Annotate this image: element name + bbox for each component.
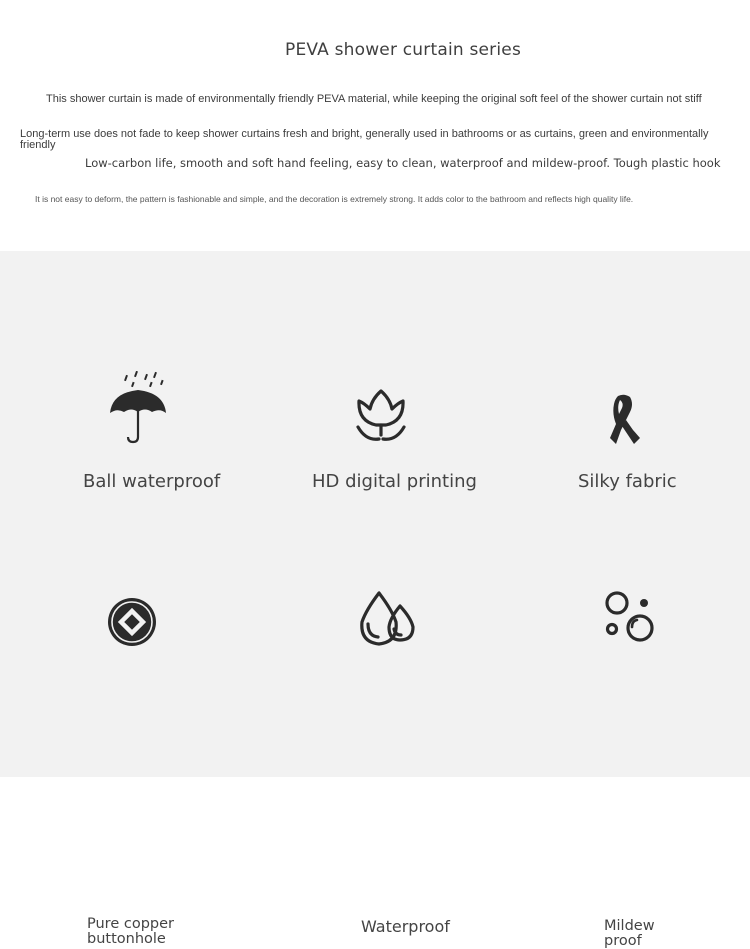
feature-label: Waterproof [361,917,450,936]
water-drops-icon [358,590,418,648]
description-line-4: It is not easy to deform, the pattern is fashionable and simple, and the decoration is extremely strong. It adds color to the bathroom and reflects high quality life. [35,194,634,204]
lotus-icon [354,387,408,445]
feature-label: Pure copper buttonhole [87,916,174,947]
ribbon-icon [608,394,642,446]
description-line-1: This shower curtain is made of environmentally friendly PEVA material, while keeping the original soft feel of the shower curtain not stiff [46,93,702,105]
page-title: PEVA shower curtain series [285,40,521,60]
feature-label: HD digital printing [312,471,477,492]
umbrella-rain-icon [108,371,170,445]
feature-hd-digital-printing [250,251,500,514]
description-line-3: Low-carbon life, smooth and soft hand feeling, easy to clean, waterproof and mildew-proof. Tough plastic hook [85,156,721,170]
bubbles-icon [604,590,656,642]
feature-label: Mildew proof [604,918,655,949]
description-line-2: Long-term use does not fade to keep shower curtains fresh and bright, generally used in bathrooms or as curtains, green and environmentally friendly [20,128,709,151]
feature-label: Silky fabric [578,471,677,492]
feature-ball-waterproof [0,251,250,514]
feature-mildew-proof [500,514,750,949]
feature-label: Ball waterproof [83,471,221,492]
feature-silky-fabric [500,251,750,514]
features-panel [0,251,750,949]
feature-pure-copper-buttonhole [0,514,250,947]
feature-waterproof [250,514,500,936]
grommet-icon [106,596,158,648]
